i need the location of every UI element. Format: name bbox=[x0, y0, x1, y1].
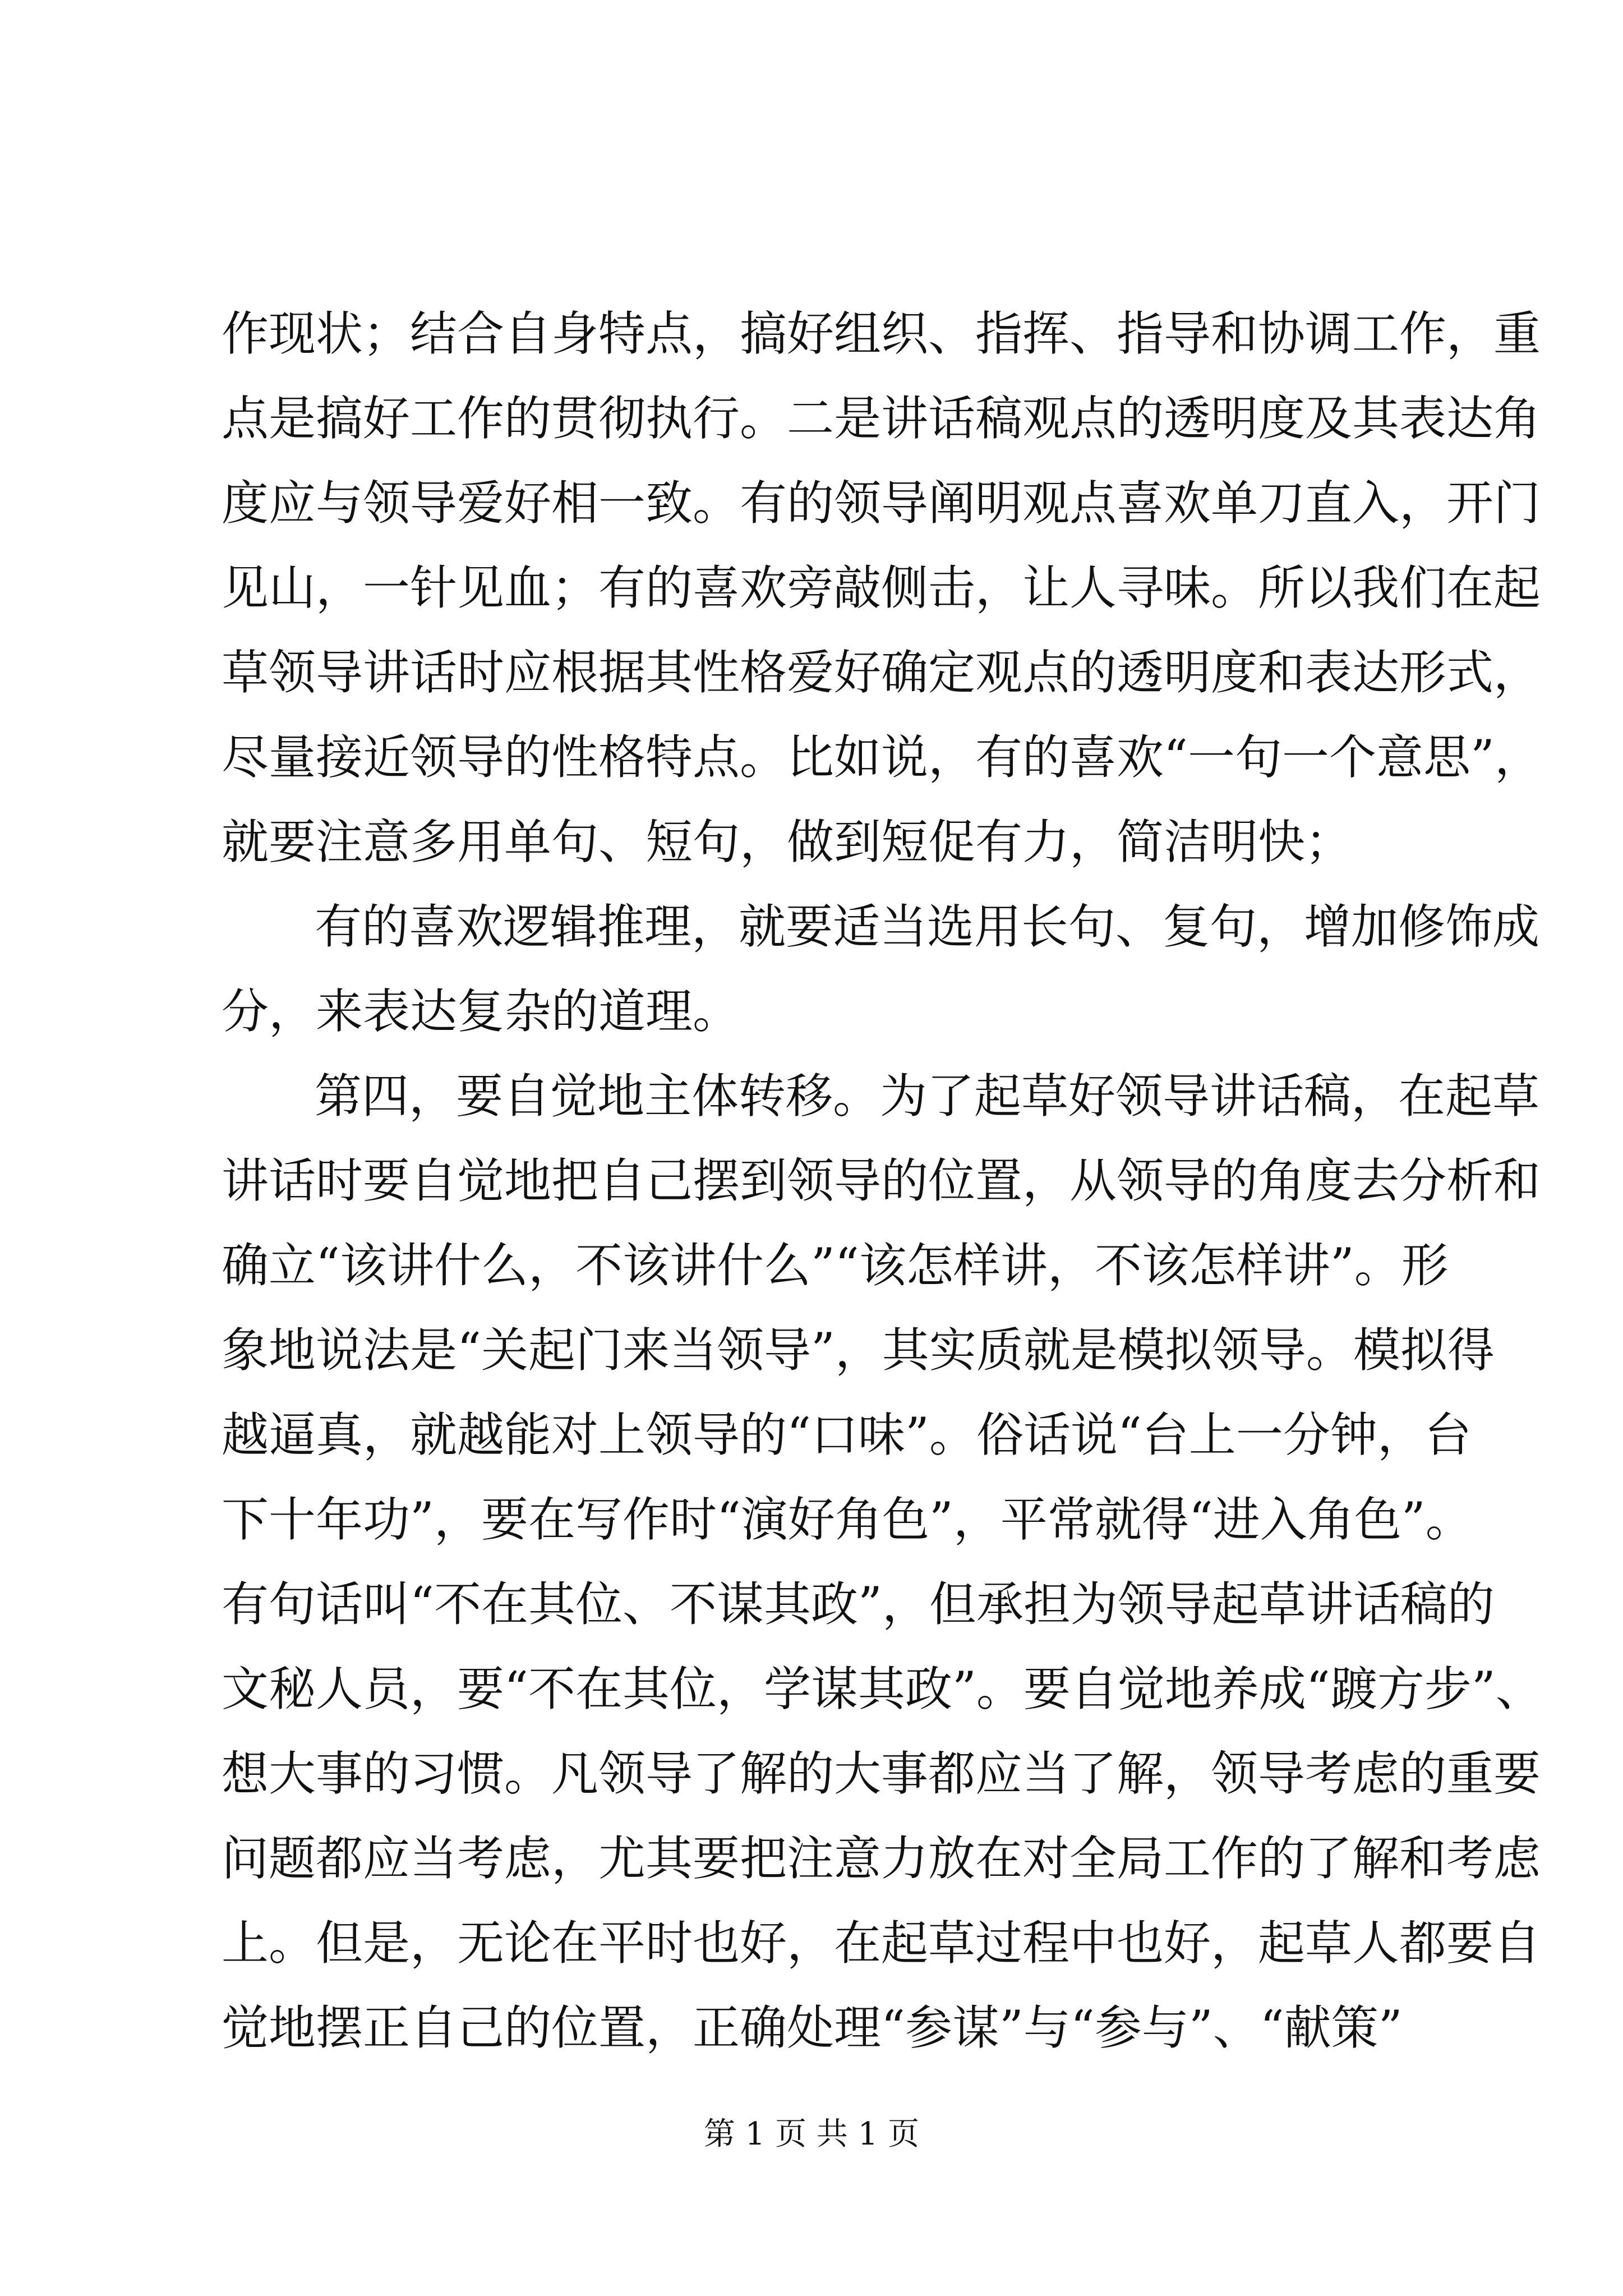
page-number-label: 第 1 页 共 1 页 bbox=[703, 2116, 920, 2152]
text-line: 文秘人员，要“不在其位，学谋其政”。要自觉地养成“踱方步”、 bbox=[222, 1662, 1543, 1717]
text-line: 草领导讲话时应根据其性格爱好确定观点的透明度和表达形式， bbox=[222, 645, 1541, 700]
text-line: 问题都应当考虑，尤其要把注意力放在对全局工作的了解和考虑 bbox=[222, 1831, 1541, 1886]
text-line: 讲话时要自觉地把自己摆到领导的位置，从领导的角度去分析和 bbox=[222, 1153, 1541, 1208]
text-line: 上。但是，无论在平时也好，在起草过程中也好，起草人都要自 bbox=[222, 1916, 1541, 1971]
text-line: 想大事的习惯。凡领导了解的大事都应当了解，领导考虑的重要 bbox=[222, 1746, 1541, 1801]
text-line: 下十年功”，要在写作时“演好角色”，平常就得“进入角色”。 bbox=[222, 1492, 1473, 1547]
text-line: 觉地摆正自己的位置，正确处理“参谋”与“参与”、“献策” bbox=[222, 2000, 1403, 2055]
text-line: 有的喜欢逻辑推理，就要适当选用长句、复句，增加修饰成 bbox=[315, 899, 1540, 954]
text-line: 度应与领导爱好相一致。有的领导阐明观点喜欢单刀直入，开门 bbox=[222, 476, 1541, 531]
text-line: 尽量接近领导的性格特点。比如说，有的喜欢“一句一个意思”， bbox=[222, 730, 1542, 785]
text-line: 分，来表达复杂的道理。 bbox=[222, 984, 740, 1039]
text-line: 确立“该讲什么，不该讲什么”“该怎样讲，不该怎样讲”。形 bbox=[222, 1238, 1449, 1293]
text-line: 就要注意多用单句、短句，做到短促有力，简洁明快； bbox=[222, 815, 1353, 869]
text-line: 作现状；结合自身特点，搞好组织、指挥、指导和协调工作，重 bbox=[222, 306, 1541, 361]
text-line: 第四，要自觉地主体转移。为了起草好领导讲话稿，在起草 bbox=[315, 1069, 1540, 1124]
text-line: 见山，一针见血；有的喜欢旁敲侧击，让人寻味。所以我们在起 bbox=[222, 560, 1541, 615]
text-line: 越逼真，就越能对上领导的“口味”。俗话说“台上一分钟，台 bbox=[222, 1407, 1472, 1462]
page-footer bbox=[0, 2115, 1623, 2154]
text-line: 点是搞好工作的贯彻执行。二是讲话稿观点的透明度及其表达角 bbox=[222, 391, 1541, 446]
body-text bbox=[222, 292, 1543, 2070]
text-line: 有句话叫“不在其位、不谋其政”，但承担为领导起草讲话稿的 bbox=[222, 1577, 1495, 1632]
text-line: 象地说法是“关起门来当领导”，其实质就是模拟领导。模拟得 bbox=[222, 1323, 1495, 1378]
